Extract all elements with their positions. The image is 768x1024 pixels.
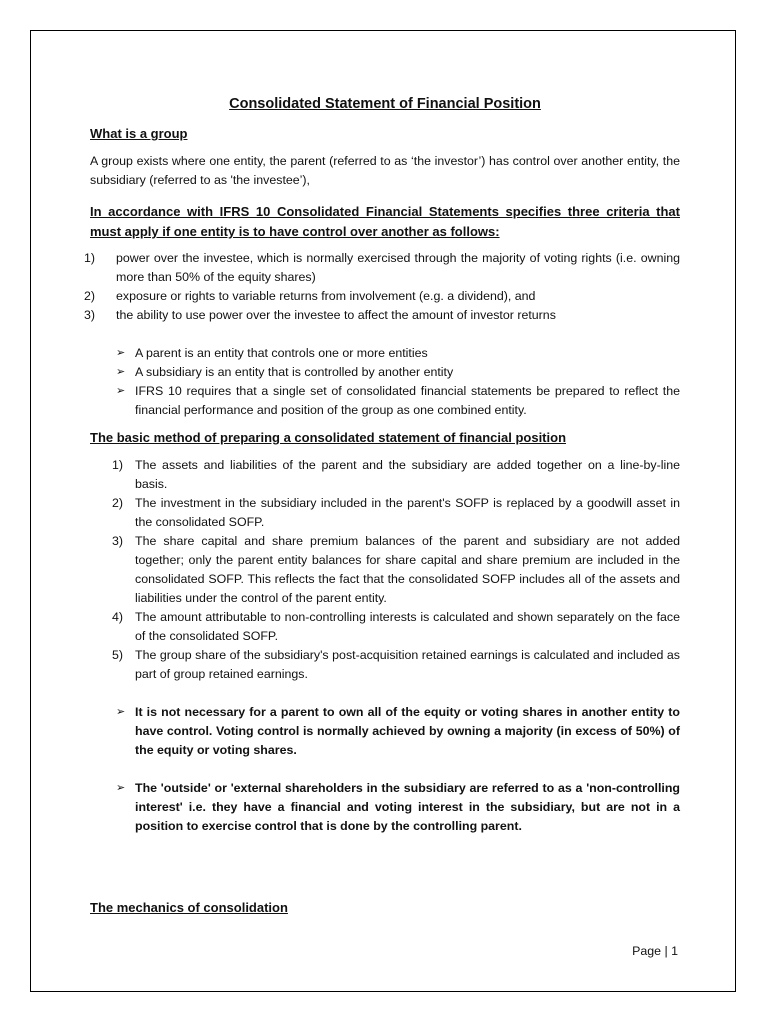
list-marker: 1) [112,458,124,472]
list-item-text: The group share of the subsidiary's post-acquisition retained earnings is calculated and included as part of group retained earnings. [135,648,680,681]
group-definition: A group exists where one entity, the parent (referred to as ‘the investor’) has control over another entity, the subsidiary (referred to as 'the investee’), [90,154,680,187]
list-marker: 3) [112,534,124,548]
list-item [90,494,680,532]
list-item [90,363,680,382]
group-heading: What is a group [90,126,188,141]
list-item-text: The amount attributable to non-controlling interests is calculated and shown separately on the face of the consolidated SOFP. [135,610,680,643]
list-item-text: The assets and liabilities of the parent and the subsidiary are added together on a line-by-line basis. [135,458,680,491]
list-marker: 5) [112,648,124,662]
mechanics-heading: The mechanics of consolidation [90,900,288,915]
list-item [90,344,680,363]
key-points-list [90,703,680,836]
list-item [90,646,680,684]
list-item-text: The 'outside' or 'external shareholders in the subsidiary are referred to as a 'non-controlling interest' i.e. they have a financial and voting interest in the subsidiary, but are not in a position to exercise control that is done by the controlling parent. [135,781,680,833]
list-marker: 4) [112,610,124,624]
list-item [90,456,680,494]
list-item-text: power over the investee, which is normally exercised through the majority of voting rights (i.e. owning more than 50% of the equity shares) [116,251,680,284]
list-item-text: exposure or rights to variable returns from involvement (e.g. a dividend), and [116,289,536,303]
list-item-text: It is not necessary for a parent to own all of the equity or voting shares in another entity to have control. Voting control is normally achieved by owning a majority (in excess of 50%) of the equity or voting shares. [135,705,680,757]
list-item [84,249,680,287]
list-item [84,306,680,325]
list-item-text: IFRS 10 requires that a single set of consolidated financial statements be prepared to reflect the financial performance and position of the group as one combined entity. [135,384,680,417]
list-item [90,779,680,836]
arrow-bullet-icon: ➢ [116,782,126,794]
list-item-text: the ability to use power over the investee to affect the amount of investor returns [116,308,556,322]
definitions-list [90,344,680,420]
page-number: Page | 1 [632,944,678,958]
document-body [84,94,680,918]
list-item-text: A subsidiary is an entity that is controlled by another entity [135,365,454,379]
method-heading: The basic method of preparing a consolidated statement of financial position [90,430,567,445]
list-item-text: The share capital and share premium balances of the parent and subsidiary are not added together; only the parent entity balances for share capital and share premium are included in the consolidated SOFP. This reflects the fact that the consolidated SOFP includes all of the assets and liabilities under the control of the parent entity. [135,534,680,605]
list-item [90,382,680,420]
list-item [90,532,680,608]
page-title: Consolidated Statement of Financial Position [229,96,541,112]
arrow-bullet-icon: ➢ [116,385,126,397]
list-item-text: The investment in the subsidiary included in the parent's SOFP is replaced by a goodwill asset in the consolidated SOFP. [135,496,680,529]
arrow-bullet-icon: ➢ [116,706,126,718]
method-steps-list [90,456,680,684]
list-item-text: A parent is an entity that controls one or more entities [135,346,428,360]
list-marker: 2) [84,289,96,303]
list-marker: 1) [84,251,96,265]
arrow-bullet-icon: ➢ [116,347,126,359]
ifrs-heading: In accordance with IFRS 10 Consolidated Financial Statements specifies three criteria that must apply if one entity is to have control over another as follows: [90,204,680,239]
list-item [84,287,680,306]
list-marker: 3) [84,308,96,322]
list-marker: 2) [112,496,124,510]
arrow-bullet-icon: ➢ [116,366,126,378]
list-item [90,608,680,646]
list-item [90,703,680,760]
criteria-list [84,249,680,325]
